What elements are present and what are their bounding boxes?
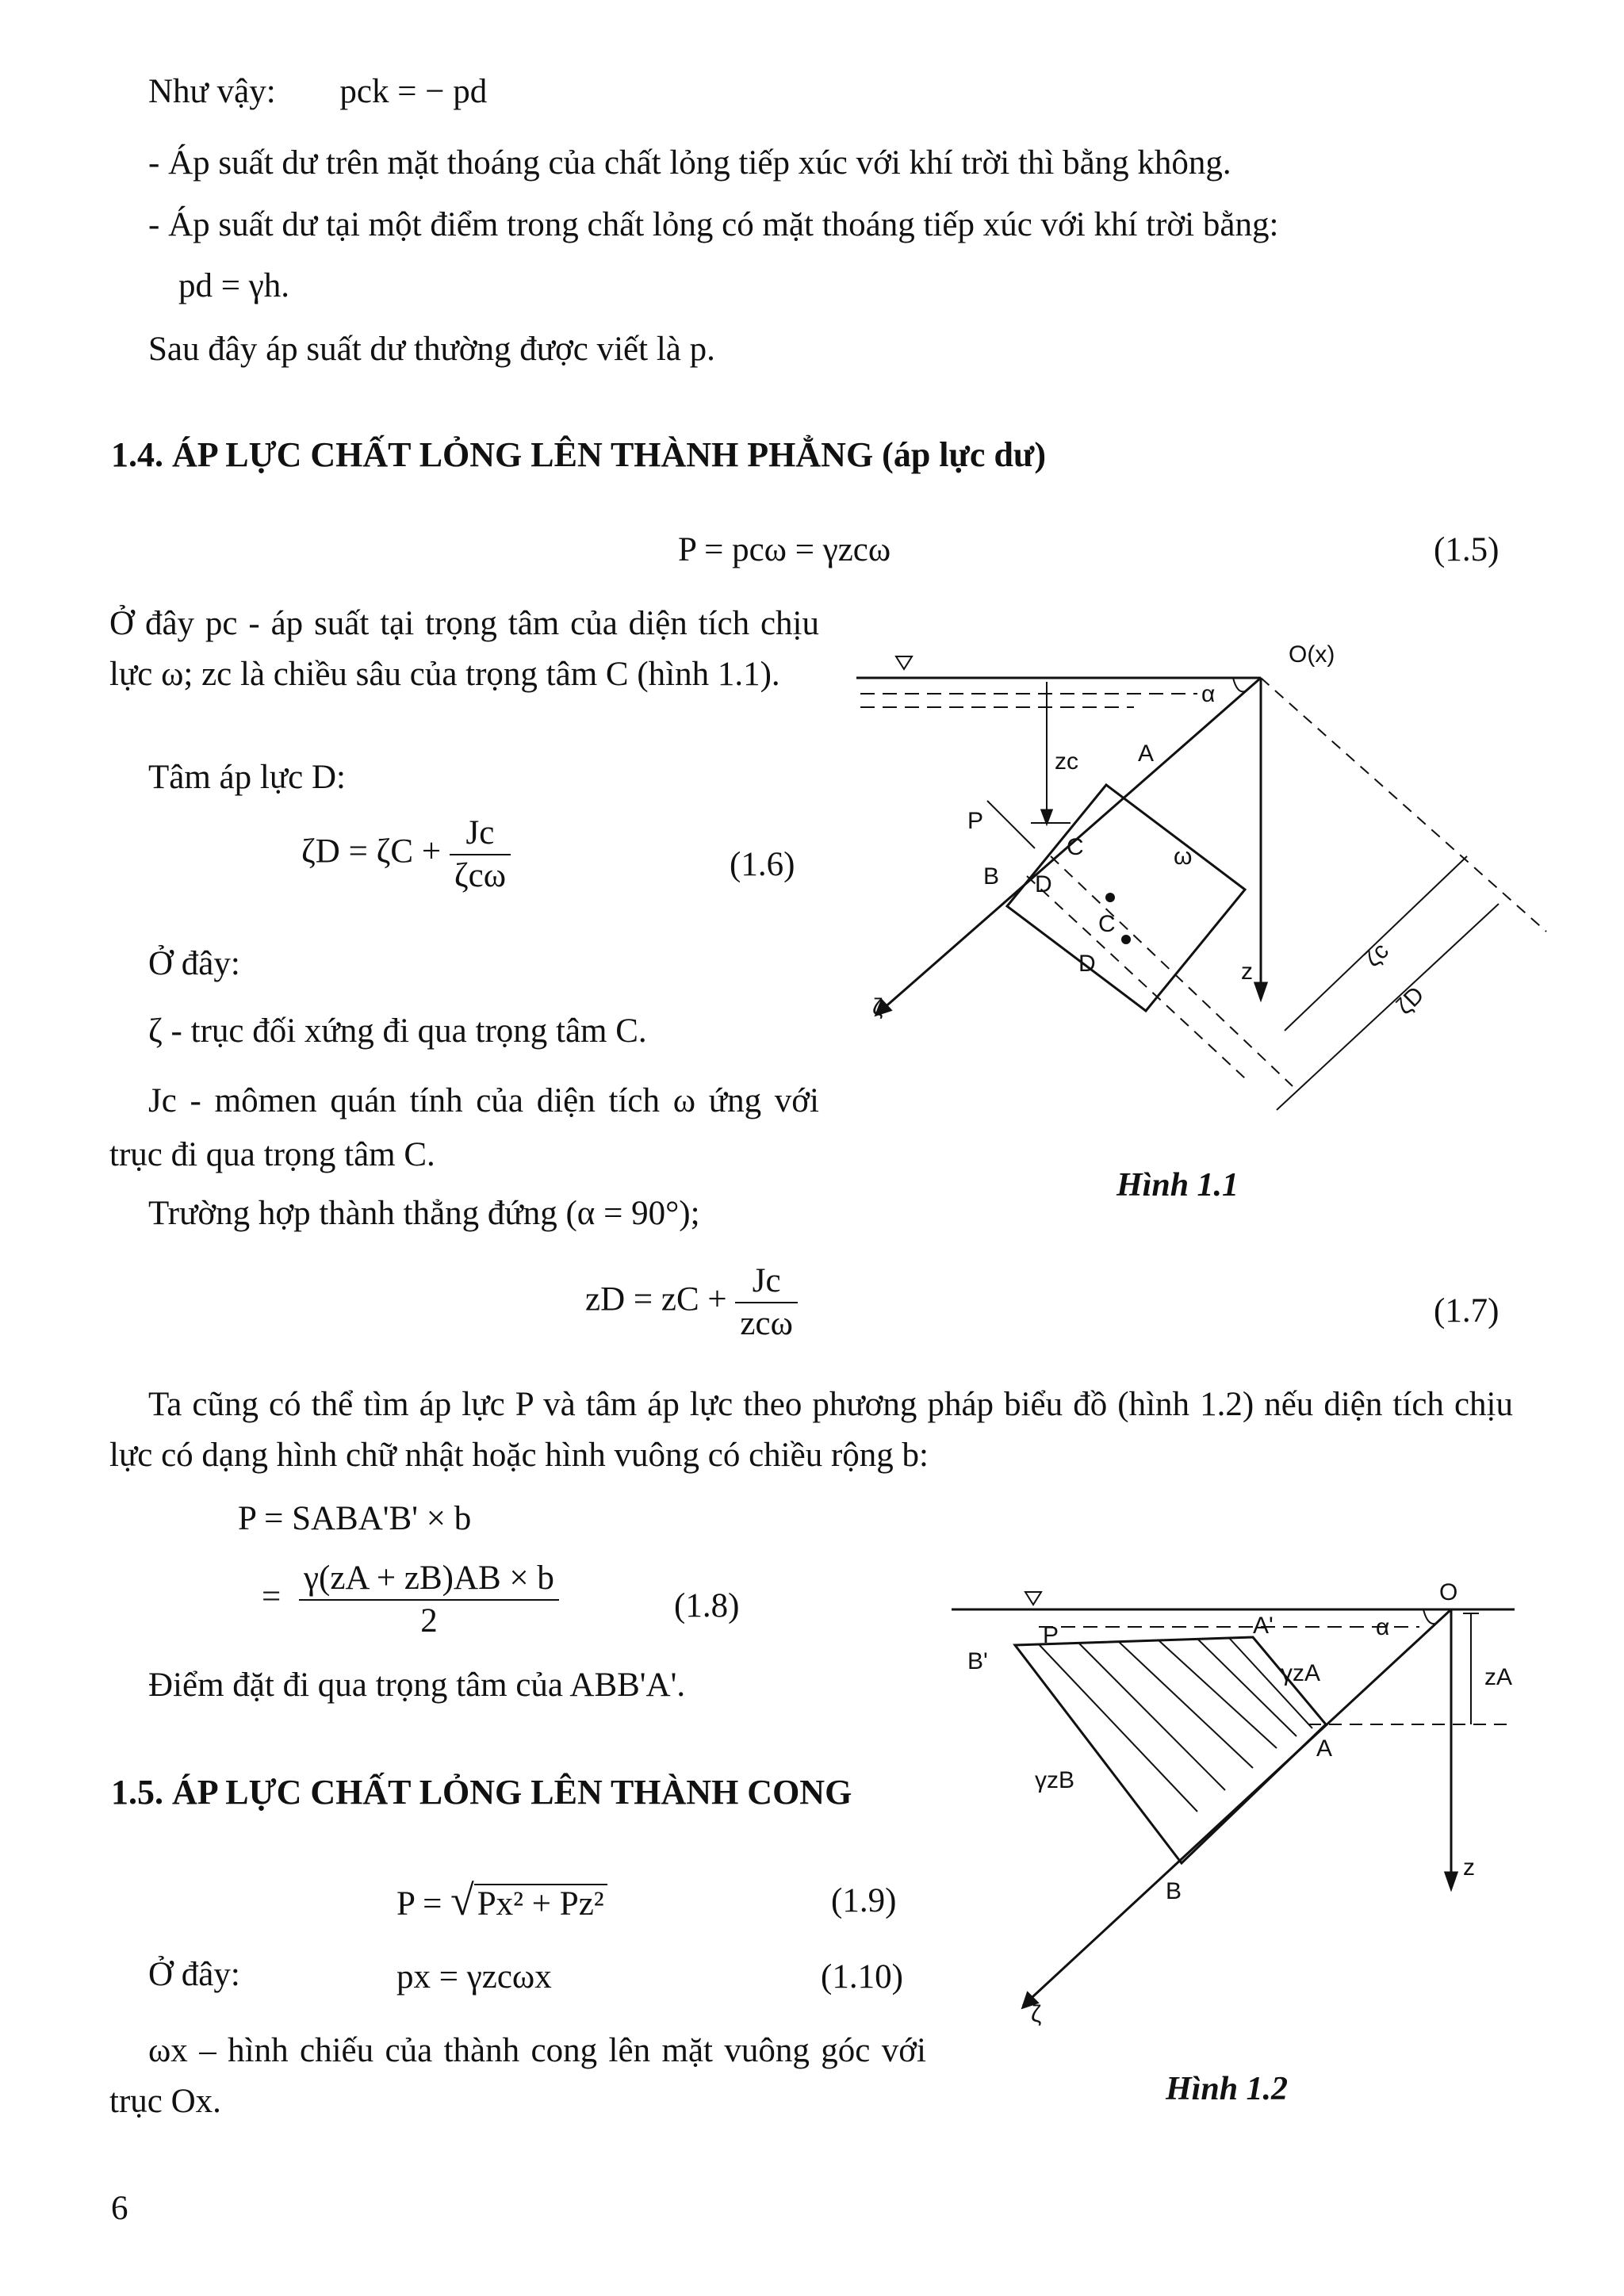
omega-area [1007, 785, 1245, 1011]
label-z-2: z [1463, 1854, 1475, 1881]
p-force-line [987, 801, 1035, 848]
section-heading-1-5: 1.5. ÁP LỰC CHẤT LỎNG LÊN THÀNH CONG [111, 1773, 852, 1812]
paragraph-vertical-wall: Trường hợp thành thẳng đứng (α = 90°); [148, 1195, 700, 1232]
label-a-2: A [1316, 1735, 1333, 1762]
equation-number-1-9: (1.9) [831, 1882, 897, 1919]
label-alpha-2: α [1376, 1614, 1390, 1640]
intro-line [148, 71, 487, 113]
water-level-icon-2 [1025, 1592, 1041, 1605]
section-heading-1-4: 1.4. ÁP LỰC CHẤT LỎNG LÊN THÀNH PHẲNG (áp lực dư) [111, 435, 1046, 474]
label-d1: D [1035, 871, 1052, 897]
paragraph-moment-inertia: Jc - mômen quán tính của diện tích ω ứng với trục đi qua trọng tâm C. [109, 1082, 819, 1173]
paragraph-here: Ở đây: [148, 945, 240, 982]
center-point-d [1121, 935, 1131, 944]
label-omega: ω [1174, 844, 1193, 870]
equation-number-1-5: (1.5) [1434, 531, 1500, 568]
equation-1-8-line2: = $\frac{\gamma(zA + zB)AB \times b}{2}$ [262, 1558, 559, 1641]
label-b-2: B [1166, 1878, 1182, 1904]
label-o-2: O [1439, 1579, 1458, 1605]
figure-1-1 [833, 618, 1562, 1173]
alpha-arc-2 [1423, 1609, 1435, 1624]
label-d2: D [1078, 951, 1096, 977]
water-level-icon [896, 656, 912, 669]
equation-1-10-label: Ở đây: [148, 1956, 240, 1993]
label-gamma-zb: γzB [1035, 1767, 1075, 1793]
equation-1-9: P = √Px² + Pz² [396, 1875, 607, 1927]
equation-1-6: ζD = ζC + $\frac{Jc}{\text{ζcω}}$ [301, 813, 511, 896]
paragraph-point-pressure: - Áp suất dư tại một điểm trong chất lỏng có mặt thoáng tiếp xúc với khí trời bằng: [148, 206, 1279, 243]
z-arrow-head [1255, 983, 1266, 999]
figure-1-2 [944, 1578, 1522, 2038]
label-b: B [983, 863, 1000, 890]
label-zeta-c: ζc [1359, 937, 1394, 973]
paragraph-notation: Sau đây áp suất dư thường được viết là p. [148, 331, 715, 368]
equation-1-7: zD = zC + $\frac{Jc}{\text{zcω}}$ [585, 1261, 798, 1344]
figure-caption-1-1: Hình 1.1 [1116, 1167, 1239, 1203]
label-a: A [1138, 740, 1155, 767]
label-zc: zc [1055, 748, 1078, 775]
paragraph-projection: ωx – hình chiếu của thành cong lên mặt vuông góc với trục Ox. [109, 2032, 926, 2120]
equation-number-1-8: (1.8) [674, 1587, 740, 1624]
label-zeta: ζ [872, 994, 883, 1020]
label-z: z [1241, 959, 1253, 985]
figure-caption-1-2: Hình 1.2 [1166, 2071, 1289, 2107]
equation-1-5: P = pcω = γzcω [678, 531, 891, 568]
paragraph-application-point: Điểm đặt đi qua trọng tâm của ABB'A'. [148, 1667, 686, 1704]
intro-equation: pck = − pd [339, 73, 488, 110]
equation-number-1-6: (1.6) [730, 846, 795, 883]
equation-number-1-7: (1.7) [1434, 1292, 1500, 1330]
zc-arrow-head [1042, 810, 1051, 823]
equation-1-8-line1: P = SABA'B' × b [238, 1500, 472, 1537]
center-point-c [1105, 893, 1115, 902]
equation-number-1-10: (1.10) [821, 1958, 903, 1996]
equation-pd: pd = γh. [178, 267, 290, 304]
inclined-wall-line-2 [1023, 1609, 1451, 2006]
label-zeta-d: ζD [1391, 982, 1430, 1020]
paragraph-pc-definition: Ở đây pc - áp suất tại trọng tâm của diện tích chịu lực ω; zc là chiều sâu của trọng tâm C (hình 1.1). [109, 605, 819, 693]
paragraph-diagram-method: Ta cũng có thể tìm áp lực P và tâm áp lực theo phương pháp biểu đồ (hình 1.2) nếu diện tích chịu lực có dạng hình chữ nhật hoặc hình vuông có chiều rộng b: [109, 1386, 1513, 1474]
intro-label: Như vậy: [148, 73, 276, 110]
paragraph-surface-pressure: - Áp suất dư trên mặt thoáng của chất lỏng tiếp xúc với khí trời thì bằng không. [148, 144, 1231, 182]
right-dashed-line [1261, 678, 1546, 932]
label-c1: C [1067, 834, 1084, 860]
label-b-prime: B' [967, 1648, 988, 1674]
label-zeta-2: ζ [1031, 2001, 1042, 2027]
label-a-prime: A' [1253, 1613, 1274, 1639]
label-p-2: P [1043, 1622, 1059, 1648]
label-alpha: α [1201, 681, 1216, 707]
z-arrow-head-2 [1446, 1873, 1457, 1888]
label-gamma-za: γzA [1281, 1660, 1321, 1686]
label-c2: C [1098, 911, 1116, 937]
equation-1-10: px = γzcωx [396, 1958, 552, 1996]
label-za: zA [1484, 1664, 1513, 1690]
pressure-diagram [1015, 1637, 1326, 1863]
page-number: 6 [111, 2190, 128, 2227]
label-p: P [967, 808, 984, 834]
paragraph-zeta-axis: ζ - trục đối xứng đi qua trọng tâm C. [148, 1012, 647, 1050]
inner-dashed-line [1027, 876, 1245, 1078]
paragraph-center-pressure: Tâm áp lực D: [148, 759, 346, 796]
label-o-x: O(x) [1289, 641, 1335, 668]
alpha-arc [1233, 678, 1245, 691]
